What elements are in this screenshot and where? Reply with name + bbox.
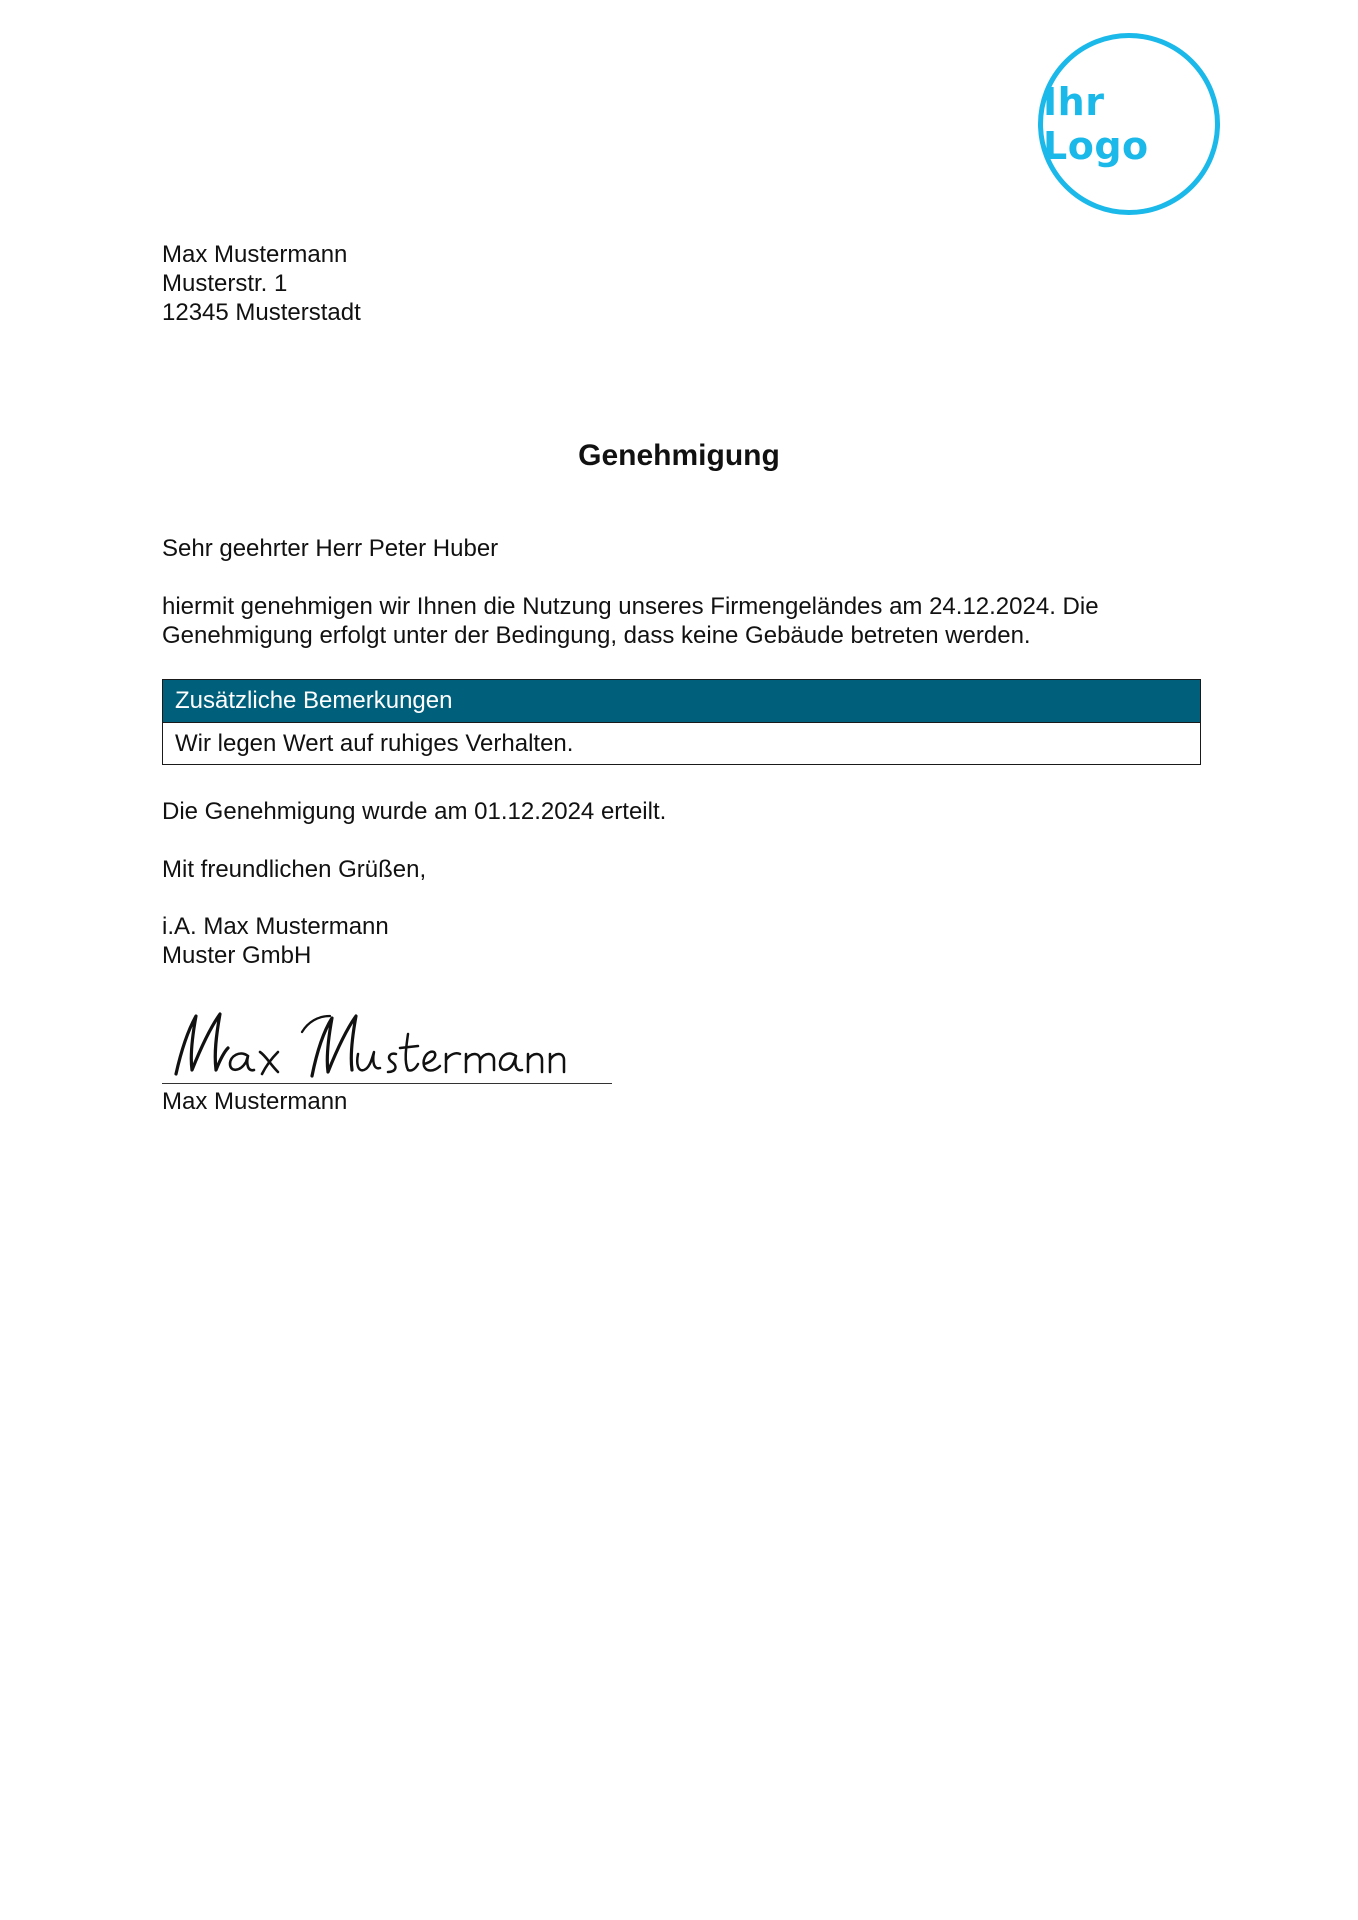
remarks-table bbox=[162, 679, 1201, 765]
signer-block bbox=[162, 912, 389, 970]
issued-date-text: Die Genehmigung wurde am 01.12.2024 erteilt. bbox=[162, 798, 667, 825]
sender-city: 12345 Musterstadt bbox=[162, 299, 361, 326]
company-logo bbox=[1038, 33, 1220, 215]
body-paragraph: hiermit genehmigen wir Ihnen die Nutzung unseres Firmengeländes am 24.12.2024. Die Genehmigung erfolgt unter der Bedingung, dass keine Gebäude betreten werden. bbox=[162, 593, 1099, 649]
remarks-header: Zusätzliche Bemerkungen bbox=[163, 680, 1200, 723]
logo-text: Ihr Logo bbox=[1043, 80, 1149, 168]
signature-line bbox=[162, 1083, 612, 1084]
signer-name: i.A. Max Mustermann bbox=[162, 913, 389, 940]
handwritten-signature bbox=[162, 998, 612, 1084]
signature-printed-name: Max Mustermann bbox=[162, 1088, 348, 1115]
salutation: Sehr geehrter Herr Peter Huber bbox=[162, 535, 499, 562]
signer-company: Muster GmbH bbox=[162, 942, 312, 969]
closing-phrase: Mit freundlichen Grüßen, bbox=[162, 856, 427, 883]
document-title: Genehmigung bbox=[578, 439, 780, 472]
remarks-text: Wir legen Wert auf ruhiges Verhalten. bbox=[175, 730, 574, 757]
sender-address bbox=[162, 240, 361, 327]
sender-name: Max Mustermann bbox=[162, 241, 348, 268]
sender-street: Musterstr. 1 bbox=[162, 270, 288, 297]
